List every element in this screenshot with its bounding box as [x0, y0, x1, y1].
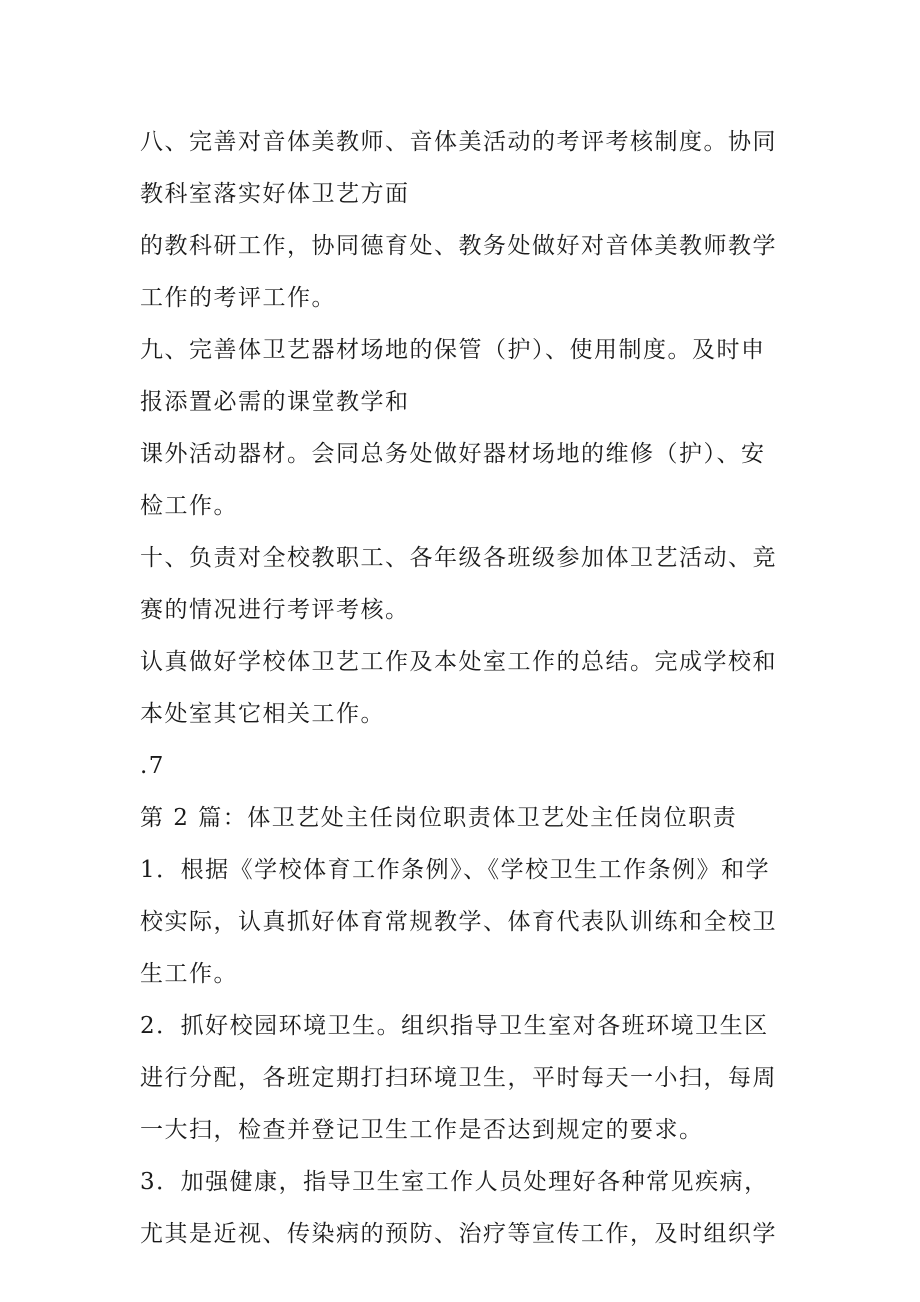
text-line: 3．加强健康，指导卫生室工作人员处理好各种常见疾病， [140, 1169, 769, 1195]
text-line: 报添置必需的课堂教学和 [140, 389, 410, 415]
text-line: 工作的考评工作。 [140, 285, 336, 311]
text-line: 进行分配，各班定期打扫环境卫生，平时每天一小扫，每周 [140, 1065, 777, 1091]
text-line: 尤其是近视、传染病的预防、治疗等宣传工作，及时组织学 [140, 1221, 777, 1247]
text-line: 本处室其它相关工作。 [140, 701, 385, 727]
section-heading: 第 2 篇：体卫艺处主任岗位职责体卫艺处主任岗位职责 [140, 805, 738, 831]
text-line: 生工作。 [140, 961, 238, 987]
text-line: 课外活动器材。会同总务处做好器材场地的维修（护）、安 [140, 441, 766, 467]
page-number-text: .7 [140, 753, 165, 779]
text-line: 检工作。 [140, 493, 238, 519]
text-line: 的教科研工作，协同德育处、教务处做好对音体美教师教学 [140, 233, 777, 259]
text-line: 教科室落实好体卫艺方面 [140, 181, 410, 207]
text-line: 校实际，认真抓好体育常规教学、体育代表队训练和全校卫 [140, 909, 777, 935]
text-line: 赛的情况进行考评考核。 [140, 597, 410, 623]
text-line: 十、负责对全校教职工、各年级各班级参加体卫艺活动、竞 [140, 545, 777, 571]
text-line: 2．抓好校园环境卫生。组织指导卫生室对各班环境卫生区 [140, 1013, 769, 1039]
document-body [140, 116, 790, 1260]
text-line: 1．根据《学校体育工作条例》、《学校卫生工作条例》和学 [140, 857, 771, 883]
text-line: 一大扫，检查并登记卫生工作是否达到规定的要求。 [140, 1117, 704, 1143]
text-line: 八、完善对音体美教师、音体美活动的考评考核制度。协同 [140, 129, 777, 155]
text-line: 认真做好学校体卫艺工作及本处室工作的总结。完成学校和 [140, 649, 777, 675]
text-line: 九、完善体卫艺器材场地的保管（护）、使用制度。及时申 [140, 337, 766, 363]
